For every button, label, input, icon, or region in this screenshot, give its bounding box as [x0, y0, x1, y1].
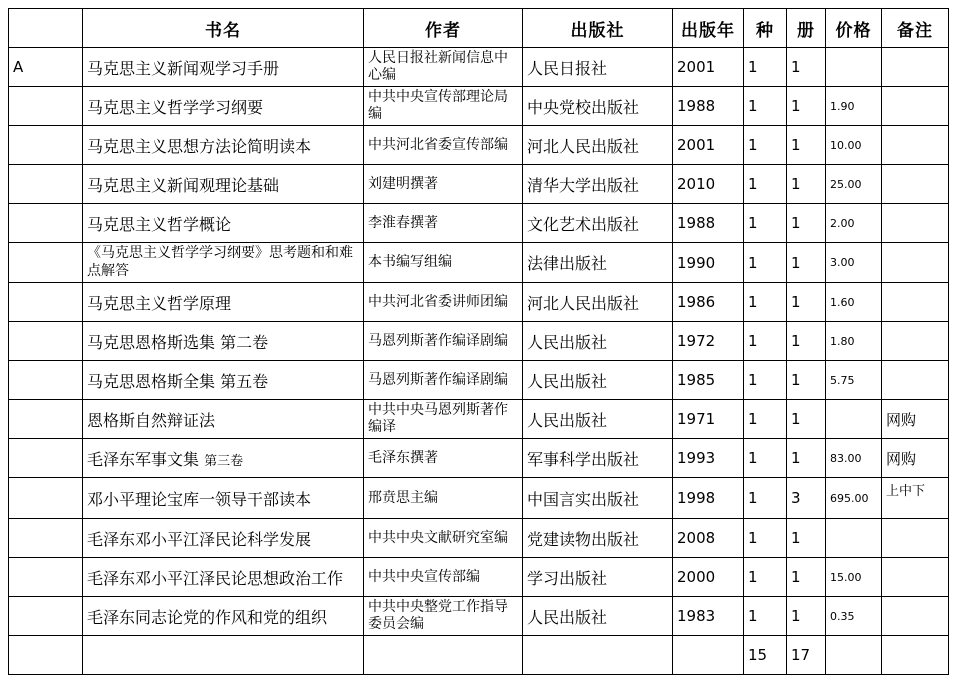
year-cell: 1985: [673, 361, 744, 400]
note-cell: [882, 243, 949, 283]
publisher-cell: 人民出版社: [523, 322, 673, 361]
publisher-cell: 人民日报社: [523, 48, 673, 87]
price-cell: 2.00: [826, 204, 882, 243]
year-cell: 1971: [673, 400, 744, 439]
kinds-cell: 1: [744, 48, 787, 87]
note-cell: [882, 48, 949, 87]
price-cell: [826, 400, 882, 439]
publisher-cell: 人民出版社: [523, 400, 673, 439]
kinds-cell: 1: [744, 519, 787, 558]
title-text: 邓小平理论宝库一领导干部读本: [87, 489, 312, 509]
year-cell: 1990: [673, 243, 744, 283]
volumes-cell: 1: [787, 283, 826, 322]
price-cell: [826, 48, 882, 87]
year-cell: 1998: [673, 478, 744, 519]
price-cell: 5.75: [826, 361, 882, 400]
publisher-cell: 中国言实出版社: [523, 478, 673, 519]
kinds-cell: 1: [744, 400, 787, 439]
totals-blank-cell: [364, 636, 523, 675]
table-row: [9, 361, 949, 400]
volumes-cell: 1: [787, 243, 826, 283]
table-row: [9, 283, 949, 322]
category-cell: [9, 243, 83, 283]
volumes-cell: 1: [787, 558, 826, 597]
price-cell: 25.00: [826, 165, 882, 204]
table-row: [9, 87, 949, 126]
title-text: 马克思主义思想方法论简明读本: [87, 136, 312, 156]
kinds-cell: 1: [744, 439, 787, 478]
title-cell: [83, 322, 364, 361]
volumes-cell: 1: [787, 597, 826, 636]
title-text: 马克思主义新闻观理论基础: [87, 175, 280, 195]
title-text: 马克思主义哲学概论: [87, 214, 232, 234]
title-text: 马克思主义哲学原理: [87, 293, 232, 313]
title-cell: [83, 597, 364, 636]
title-cell: [83, 558, 364, 597]
price-cell: 15.00: [826, 558, 882, 597]
title-text: 毛泽东邓小平江泽民论思想政治工作: [87, 568, 344, 588]
totals-blank-cell: [826, 636, 882, 675]
total-volumes: 17: [787, 636, 826, 675]
category-cell: [9, 126, 83, 165]
author-cell: 人民日报社新闻信息中心编: [364, 48, 523, 87]
publisher-cell: 军事科学出版社: [523, 439, 673, 478]
title-text: 马克思主义新闻观学习手册: [87, 58, 280, 78]
price-cell: 1.80: [826, 322, 882, 361]
publisher-cell: 学习出版社: [523, 558, 673, 597]
header-year: 出版年: [673, 9, 744, 48]
kinds-cell: 1: [744, 597, 787, 636]
note-cell: [882, 204, 949, 243]
title-text: 毛泽东军事文集: [87, 449, 200, 469]
title-cell: [83, 87, 364, 126]
note-cell: [882, 597, 949, 636]
author-cell: 中共中央文献研究室编: [364, 519, 523, 558]
table-row: [9, 243, 949, 283]
category-cell: [9, 519, 83, 558]
title-cell: [83, 126, 364, 165]
volumes-cell: 1: [787, 204, 826, 243]
author-cell: 中共河北省委讲师团编: [364, 283, 523, 322]
header-title: 书名: [83, 9, 364, 48]
author-cell: 本书编写组编: [364, 243, 523, 283]
title-volume-note: 第三卷: [204, 453, 244, 469]
title-text: 马克思恩格斯全集 第五卷: [87, 371, 269, 391]
table-row: [9, 204, 949, 243]
publisher-cell: 人民出版社: [523, 597, 673, 636]
year-cell: 2001: [673, 48, 744, 87]
note-cell: [882, 283, 949, 322]
table-row: [9, 439, 949, 478]
year-cell: 2010: [673, 165, 744, 204]
note-cell: [882, 361, 949, 400]
publisher-cell: 人民出版社: [523, 361, 673, 400]
header-note: 备注: [882, 9, 949, 48]
author-cell: 中共河北省委宣传部编: [364, 126, 523, 165]
category-cell: [9, 361, 83, 400]
kinds-cell: 1: [744, 322, 787, 361]
header-volumes: 册: [787, 9, 826, 48]
year-cell: 1986: [673, 283, 744, 322]
totals-blank-cell: [673, 636, 744, 675]
volumes-cell: 1: [787, 361, 826, 400]
publisher-cell: 党建读物出版社: [523, 519, 673, 558]
title-text: 毛泽东邓小平江泽民论科学发展: [87, 529, 312, 549]
table-row: [9, 48, 949, 87]
author-cell: 马恩列斯著作编译剧编: [364, 361, 523, 400]
category-cell: [9, 322, 83, 361]
publisher-cell: 中央党校出版社: [523, 87, 673, 126]
title-cell: [83, 439, 364, 478]
title-cell: [83, 204, 364, 243]
totals-blank-cell: [9, 636, 83, 675]
author-cell: 邢贲思主编: [364, 478, 523, 519]
category-cell: [9, 597, 83, 636]
price-cell: 1.90: [826, 87, 882, 126]
volumes-cell: 1: [787, 519, 826, 558]
kinds-cell: 1: [744, 165, 787, 204]
author-cell: 中共中央宣传部理论局编: [364, 87, 523, 126]
category-cell: [9, 204, 83, 243]
price-cell: 695.00: [826, 478, 882, 519]
kinds-cell: 1: [744, 558, 787, 597]
note-cell: [882, 519, 949, 558]
title-cell: [83, 400, 364, 439]
volumes-cell: 1: [787, 439, 826, 478]
totals-blank-cell: [83, 636, 364, 675]
volumes-cell: 1: [787, 126, 826, 165]
title-cell: [83, 478, 364, 519]
kinds-cell: 1: [744, 243, 787, 283]
header-author: 作者: [364, 9, 523, 48]
table-row: [9, 400, 949, 439]
table-row: [9, 165, 949, 204]
publisher-cell: 法律出版社: [523, 243, 673, 283]
category-cell: [9, 87, 83, 126]
category-cell: [9, 165, 83, 204]
note-cell: 网购: [882, 439, 949, 478]
volumes-cell: 1: [787, 165, 826, 204]
publisher-cell: 清华大学出版社: [523, 165, 673, 204]
volumes-cell: 1: [787, 48, 826, 87]
total-kinds: 15: [744, 636, 787, 675]
title-cell: [83, 283, 364, 322]
title-text: 恩格斯自然辩证法: [87, 410, 216, 430]
title-cell: [83, 165, 364, 204]
title-cell: [83, 519, 364, 558]
volumes-cell: 1: [787, 87, 826, 126]
category-cell: [9, 558, 83, 597]
kinds-cell: 1: [744, 87, 787, 126]
note-cell: [882, 126, 949, 165]
note-cell: 上中下: [882, 478, 949, 519]
title-text: 毛泽东同志论党的作风和党的组织: [87, 607, 328, 627]
table-row: [9, 558, 949, 597]
publisher-cell: 文化艺术出版社: [523, 204, 673, 243]
author-cell: 毛泽东撰著: [364, 439, 523, 478]
table-row: [9, 519, 949, 558]
kinds-cell: 1: [744, 126, 787, 165]
author-cell: 刘建明撰著: [364, 165, 523, 204]
kinds-cell: 1: [744, 283, 787, 322]
year-cell: 1972: [673, 322, 744, 361]
note-cell: 网购: [882, 400, 949, 439]
author-cell: 中共中央宣传部编: [364, 558, 523, 597]
volumes-cell: 1: [787, 400, 826, 439]
table-row: [9, 126, 949, 165]
header-kinds: 种: [744, 9, 787, 48]
kinds-cell: 1: [744, 478, 787, 519]
kinds-cell: 1: [744, 361, 787, 400]
volumes-cell: 1: [787, 322, 826, 361]
author-cell: 马恩列斯著作编译剧编: [364, 322, 523, 361]
year-cell: 2000: [673, 558, 744, 597]
price-cell: [826, 519, 882, 558]
header-publisher: 出版社: [523, 9, 673, 48]
year-cell: 1983: [673, 597, 744, 636]
price-cell: 1.60: [826, 283, 882, 322]
year-cell: 1988: [673, 87, 744, 126]
volumes-cell: 3: [787, 478, 826, 519]
category-cell: [9, 283, 83, 322]
title-text: 马克思主义哲学学习纲要: [87, 97, 264, 117]
header-category: [9, 9, 83, 48]
table-row: [9, 597, 949, 636]
price-cell: 0.35: [826, 597, 882, 636]
year-cell: 2008: [673, 519, 744, 558]
price-cell: 10.00: [826, 126, 882, 165]
kinds-cell: 1: [744, 204, 787, 243]
category-cell: A: [9, 48, 83, 87]
header-row: [9, 9, 949, 48]
publisher-cell: 河北人民出版社: [523, 126, 673, 165]
table-row: [9, 478, 949, 519]
title-text: 《马克思主义哲学学习纲要》思考题和和难点解答: [87, 245, 353, 279]
note-cell: [882, 165, 949, 204]
price-cell: 3.00: [826, 243, 882, 283]
year-cell: 1993: [673, 439, 744, 478]
totals-blank-cell: [523, 636, 673, 675]
note-cell: [882, 558, 949, 597]
year-cell: 2001: [673, 126, 744, 165]
category-cell: [9, 439, 83, 478]
year-cell: 1988: [673, 204, 744, 243]
note-cell: [882, 87, 949, 126]
note-cell: [882, 322, 949, 361]
book-inventory-table: [8, 8, 949, 675]
totals-row: [9, 636, 949, 675]
author-cell: 李淮春撰著: [364, 204, 523, 243]
title-text: 马克思恩格斯选集 第二卷: [87, 332, 269, 352]
author-cell: 中共中央整党工作指导委员会编: [364, 597, 523, 636]
publisher-cell: 河北人民出版社: [523, 283, 673, 322]
category-cell: [9, 478, 83, 519]
author-cell: 中共中央马恩列斯著作编译: [364, 400, 523, 439]
header-price: 价格: [826, 9, 882, 48]
price-cell: 83.00: [826, 439, 882, 478]
title-cell: [83, 361, 364, 400]
category-cell: [9, 400, 83, 439]
totals-blank-cell: [882, 636, 949, 675]
table-row: [9, 322, 949, 361]
title-cell: [83, 243, 364, 283]
title-cell: [83, 48, 364, 87]
